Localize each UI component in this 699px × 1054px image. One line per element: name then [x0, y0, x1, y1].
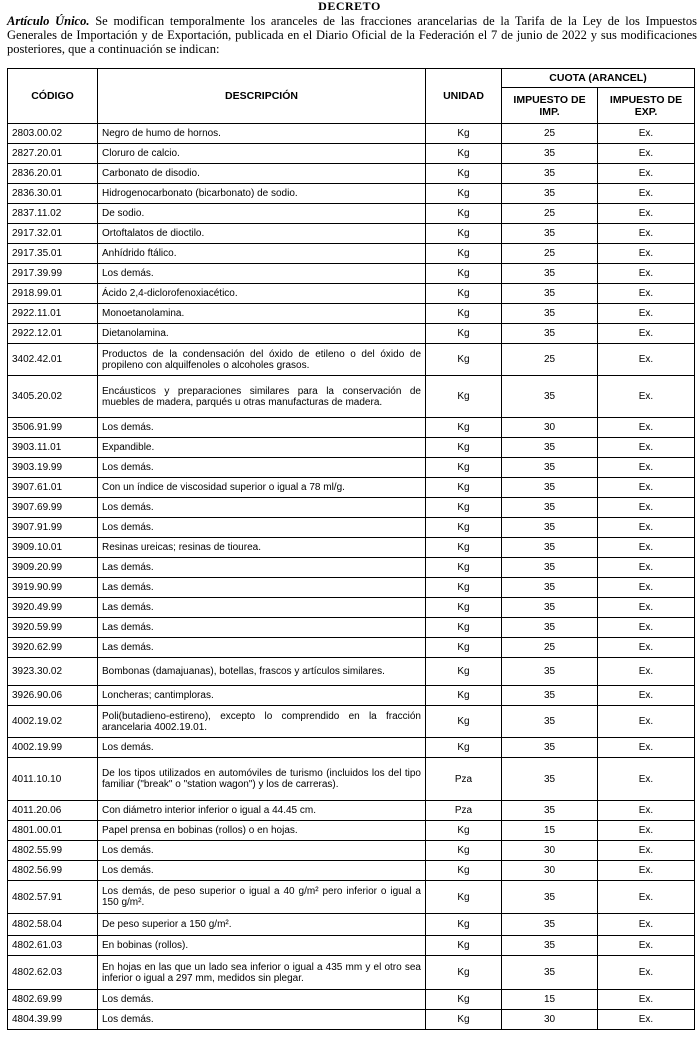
description-cell: Los demás.: [98, 738, 426, 758]
table-row: [8, 658, 695, 686]
description-cell: Cloruro de calcio.: [98, 144, 426, 164]
export-duty-cell: Ex.: [598, 376, 695, 418]
unit-cell: Kg: [426, 144, 502, 164]
unit-cell: Kg: [426, 558, 502, 578]
import-duty-cell: 30: [502, 841, 598, 861]
export-duty-cell: Ex.: [598, 758, 695, 801]
unit-cell: Kg: [426, 184, 502, 204]
unit-cell: Kg: [426, 821, 502, 841]
export-duty-cell: Ex.: [598, 821, 695, 841]
unit-cell: Kg: [426, 458, 502, 478]
import-duty-cell: 35: [502, 224, 598, 244]
table-row: [8, 758, 695, 801]
table-row: [8, 458, 695, 478]
header-impuesto-imp: IMPUESTO DE IMP.: [502, 88, 598, 124]
tariff-code-cell: 3920.49.99: [8, 598, 98, 618]
unit-cell: Kg: [426, 498, 502, 518]
tariff-code-cell: 2917.35.01: [8, 244, 98, 264]
description-cell: Dietanolamina.: [98, 324, 426, 344]
header-codigo: CÓDIGO: [8, 69, 98, 124]
table-row: [8, 578, 695, 598]
table-row: [8, 558, 695, 578]
description-cell: Ortoftalatos de dioctilo.: [98, 224, 426, 244]
import-duty-cell: 35: [502, 478, 598, 498]
table-row: [8, 861, 695, 881]
table-row: [8, 821, 695, 841]
table-row: [8, 144, 695, 164]
import-duty-cell: 35: [502, 801, 598, 821]
import-duty-cell: 25: [502, 124, 598, 144]
import-duty-cell: 35: [502, 881, 598, 914]
unit-cell: Kg: [426, 936, 502, 956]
unit-cell: Kg: [426, 686, 502, 706]
table-row: [8, 124, 695, 144]
header-cuota: CUOTA (ARANCEL): [502, 69, 695, 88]
unit-cell: Kg: [426, 658, 502, 686]
tariff-code-cell: 3402.42.01: [8, 344, 98, 376]
unit-cell: Kg: [426, 244, 502, 264]
tariff-code-cell: 2837.11.02: [8, 204, 98, 224]
description-cell: Bombonas (damajuanas), botellas, frascos y artículos similares.: [98, 658, 426, 686]
import-duty-cell: 35: [502, 618, 598, 638]
description-cell: Los demás.: [98, 1010, 426, 1030]
export-duty-cell: Ex.: [598, 686, 695, 706]
description-cell: Las demás.: [98, 598, 426, 618]
import-duty-cell: 15: [502, 990, 598, 1010]
description-cell: Los demás.: [98, 990, 426, 1010]
tariff-code-cell: 2803.00.02: [8, 124, 98, 144]
import-duty-cell: 35: [502, 738, 598, 758]
table-row: [8, 324, 695, 344]
unit-cell: Kg: [426, 638, 502, 658]
description-cell: Las demás.: [98, 578, 426, 598]
table-row: [8, 841, 695, 861]
description-cell: De los tipos utilizados en automóviles de turismo (incluidos los del tipo familiar ("break" o "station wagon") y los de carreras).: [98, 758, 426, 801]
import-duty-cell: 35: [502, 184, 598, 204]
unit-cell: Kg: [426, 264, 502, 284]
table-row: [8, 418, 695, 438]
table-row: [8, 164, 695, 184]
export-duty-cell: Ex.: [598, 738, 695, 758]
unit-cell: Kg: [426, 376, 502, 418]
table-row: [8, 881, 695, 914]
tariff-code-cell: 3923.30.02: [8, 658, 98, 686]
table-row: [8, 1010, 695, 1030]
unit-cell: Kg: [426, 578, 502, 598]
tariff-code-cell: 2827.20.01: [8, 144, 98, 164]
description-cell: Con un índice de viscosidad superior o igual a 78 ml/g.: [98, 478, 426, 498]
import-duty-cell: 35: [502, 706, 598, 738]
export-duty-cell: Ex.: [598, 706, 695, 738]
import-duty-cell: 35: [502, 324, 598, 344]
description-cell: Resinas ureicas; resinas de tiourea.: [98, 538, 426, 558]
import-duty-cell: 35: [502, 686, 598, 706]
table-row: [8, 204, 695, 224]
table-row: [8, 956, 695, 990]
import-duty-cell: 35: [502, 598, 598, 618]
description-cell: Loncheras; cantimploras.: [98, 686, 426, 706]
export-duty-cell: Ex.: [598, 956, 695, 990]
tariff-code-cell: 4801.00.01: [8, 821, 98, 841]
table-row: [8, 936, 695, 956]
tariff-code-cell: 4002.19.02: [8, 706, 98, 738]
export-duty-cell: Ex.: [598, 861, 695, 881]
description-cell: Las demás.: [98, 618, 426, 638]
table-row: [8, 990, 695, 1010]
import-duty-cell: 35: [502, 558, 598, 578]
intro-paragraph: [7, 14, 697, 56]
export-duty-cell: Ex.: [598, 284, 695, 304]
decree-title: DECRETO: [318, 0, 381, 13]
table-row: [8, 264, 695, 284]
import-duty-cell: 35: [502, 658, 598, 686]
unit-cell: Kg: [426, 706, 502, 738]
header-impuesto-exp: IMPUESTO DE EXP.: [598, 88, 695, 124]
tariff-code-cell: 2917.39.99: [8, 264, 98, 284]
description-cell: Ácido 2,4-diclorofenoxiacético.: [98, 284, 426, 304]
description-cell: En bobinas (rollos).: [98, 936, 426, 956]
table-row: [8, 598, 695, 618]
import-duty-cell: 35: [502, 264, 598, 284]
table-row: [8, 184, 695, 204]
table-row: [8, 638, 695, 658]
tariff-code-cell: 2836.30.01: [8, 184, 98, 204]
table-row: [8, 618, 695, 638]
tariff-code-cell: 4804.39.99: [8, 1010, 98, 1030]
unit-cell: Kg: [426, 418, 502, 438]
export-duty-cell: Ex.: [598, 184, 695, 204]
unit-cell: Kg: [426, 324, 502, 344]
tariff-code-cell: 4802.69.99: [8, 990, 98, 1010]
table-row: [8, 686, 695, 706]
import-duty-cell: 15: [502, 821, 598, 841]
import-duty-cell: 35: [502, 498, 598, 518]
unit-cell: Kg: [426, 304, 502, 324]
unit-cell: Kg: [426, 1010, 502, 1030]
unit-cell: Pza: [426, 801, 502, 821]
export-duty-cell: Ex.: [598, 244, 695, 264]
tariff-code-cell: 2918.99.01: [8, 284, 98, 304]
export-duty-cell: Ex.: [598, 598, 695, 618]
description-cell: Los demás.: [98, 498, 426, 518]
tariff-code-cell: 4802.58.04: [8, 914, 98, 936]
tariff-code-cell: 4011.10.10: [8, 758, 98, 801]
table-row: [8, 478, 695, 498]
unit-cell: Kg: [426, 841, 502, 861]
tariff-code-cell: 4802.57.91: [8, 881, 98, 914]
table-row: [8, 438, 695, 458]
import-duty-cell: 30: [502, 1010, 598, 1030]
import-duty-cell: 35: [502, 376, 598, 418]
export-duty-cell: Ex.: [598, 936, 695, 956]
tariff-code-cell: 2836.20.01: [8, 164, 98, 184]
article-label: Artículo Único.: [7, 14, 90, 28]
import-duty-cell: 30: [502, 418, 598, 438]
tariff-code-cell: 2922.11.01: [8, 304, 98, 324]
description-cell: Las demás.: [98, 558, 426, 578]
description-cell: En hojas en las que un lado sea inferior o igual a 435 mm y el otro sea inferior o igual a 297 mm, medidos sin plegar.: [98, 956, 426, 990]
import-duty-cell: 35: [502, 578, 598, 598]
description-cell: Negro de humo de hornos.: [98, 124, 426, 144]
description-cell: Monoetanolamina.: [98, 304, 426, 324]
table-row: [8, 244, 695, 264]
import-duty-cell: 35: [502, 438, 598, 458]
description-cell: Los demás.: [98, 861, 426, 881]
export-duty-cell: Ex.: [598, 438, 695, 458]
tariff-code-cell: 3926.90.06: [8, 686, 98, 706]
tariff-table: [7, 68, 695, 1030]
export-duty-cell: Ex.: [598, 124, 695, 144]
unit-cell: Kg: [426, 881, 502, 914]
import-duty-cell: 35: [502, 956, 598, 990]
export-duty-cell: Ex.: [598, 224, 695, 244]
table-row: [8, 801, 695, 821]
import-duty-cell: 35: [502, 304, 598, 324]
unit-cell: Kg: [426, 538, 502, 558]
export-duty-cell: Ex.: [598, 558, 695, 578]
description-cell: Papel prensa en bobinas (rollos) o en hojas.: [98, 821, 426, 841]
tariff-code-cell: 4002.19.99: [8, 738, 98, 758]
description-cell: Los demás.: [98, 458, 426, 478]
import-duty-cell: 35: [502, 758, 598, 801]
export-duty-cell: Ex.: [598, 344, 695, 376]
unit-cell: Kg: [426, 478, 502, 498]
tariff-code-cell: 2917.32.01: [8, 224, 98, 244]
description-cell: Los demás.: [98, 841, 426, 861]
unit-cell: Kg: [426, 204, 502, 224]
tariff-code-cell: 3920.62.99: [8, 638, 98, 658]
import-duty-cell: 35: [502, 936, 598, 956]
export-duty-cell: Ex.: [598, 418, 695, 438]
unit-cell: Kg: [426, 914, 502, 936]
export-duty-cell: Ex.: [598, 324, 695, 344]
article-text: Se modifican temporalmente los aranceles de las fracciones arancelarias de la Tarifa de la Ley de los Impuestos Generales de Importación y de Exportación, publicada en el Diario Oficial de la Federación el 7 de junio de 2022 y sus modificaciones posteriores, que a continuación se indican:: [7, 14, 698, 56]
export-duty-cell: Ex.: [598, 164, 695, 184]
export-duty-cell: Ex.: [598, 264, 695, 284]
export-duty-cell: Ex.: [598, 1010, 695, 1030]
description-cell: Poli(butadieno-estireno), excepto lo comprendido en la fracción arancelaria 4002.19.01.: [98, 706, 426, 738]
tariff-code-cell: 3920.59.99: [8, 618, 98, 638]
tariff-code-cell: 3903.19.99: [8, 458, 98, 478]
tariff-code-cell: 2922.12.01: [8, 324, 98, 344]
unit-cell: Kg: [426, 618, 502, 638]
export-duty-cell: Ex.: [598, 638, 695, 658]
table-row: [8, 344, 695, 376]
export-duty-cell: Ex.: [598, 144, 695, 164]
unit-cell: Kg: [426, 518, 502, 538]
import-duty-cell: 35: [502, 144, 598, 164]
description-cell: De sodio.: [98, 204, 426, 224]
table-body: [8, 124, 695, 1030]
table-row: [8, 284, 695, 304]
description-cell: Las demás.: [98, 638, 426, 658]
export-duty-cell: Ex.: [598, 658, 695, 686]
unit-cell: Kg: [426, 164, 502, 184]
tariff-code-cell: 3919.90.99: [8, 578, 98, 598]
tariff-code-cell: 3907.69.99: [8, 498, 98, 518]
import-duty-cell: 30: [502, 861, 598, 881]
tariff-code-cell: 4802.62.03: [8, 956, 98, 990]
unit-cell: Kg: [426, 956, 502, 990]
description-cell: Los demás.: [98, 418, 426, 438]
tariff-code-cell: 4802.55.99: [8, 841, 98, 861]
table-row: [8, 518, 695, 538]
description-cell: Encáusticos y preparaciones similares para la conservación de muebles de madera, parqués u otras manufacturas de madera.: [98, 376, 426, 418]
export-duty-cell: Ex.: [598, 990, 695, 1010]
tariff-code-cell: 3907.91.99: [8, 518, 98, 538]
tariff-code-cell: 3907.61.01: [8, 478, 98, 498]
table-row: [8, 538, 695, 558]
export-duty-cell: Ex.: [598, 498, 695, 518]
tariff-code-cell: 4802.56.99: [8, 861, 98, 881]
export-duty-cell: Ex.: [598, 841, 695, 861]
unit-cell: Kg: [426, 738, 502, 758]
description-cell: Los demás, de peso superior o igual a 40 g/m² pero inferior o igual a 150 g/m².: [98, 881, 426, 914]
description-cell: Productos de la condensación del óxido de etileno o del óxido de propileno con alquilfenoles o alcoholes grasos.: [98, 344, 426, 376]
tariff-code-cell: 3903.11.01: [8, 438, 98, 458]
table-row: [8, 914, 695, 936]
tariff-code-cell: 3909.20.99: [8, 558, 98, 578]
export-duty-cell: Ex.: [598, 914, 695, 936]
import-duty-cell: 25: [502, 204, 598, 224]
export-duty-cell: Ex.: [598, 578, 695, 598]
unit-cell: Kg: [426, 284, 502, 304]
description-cell: Carbonato de disodio.: [98, 164, 426, 184]
import-duty-cell: 25: [502, 638, 598, 658]
description-cell: Hidrogenocarbonato (bicarbonato) de sodio.: [98, 184, 426, 204]
export-duty-cell: Ex.: [598, 304, 695, 324]
unit-cell: Pza: [426, 758, 502, 801]
export-duty-cell: Ex.: [598, 618, 695, 638]
tariff-code-cell: 4011.20.06: [8, 801, 98, 821]
unit-cell: Kg: [426, 344, 502, 376]
table-row: [8, 376, 695, 418]
unit-cell: Kg: [426, 861, 502, 881]
unit-cell: Kg: [426, 224, 502, 244]
tariff-code-cell: 4802.61.03: [8, 936, 98, 956]
unit-cell: Kg: [426, 124, 502, 144]
table-row: [8, 498, 695, 518]
export-duty-cell: Ex.: [598, 801, 695, 821]
description-cell: De peso superior a 150 g/m².: [98, 914, 426, 936]
import-duty-cell: 35: [502, 458, 598, 478]
description-cell: Los demás.: [98, 264, 426, 284]
tariff-code-cell: 3405.20.02: [8, 376, 98, 418]
import-duty-cell: 35: [502, 284, 598, 304]
export-duty-cell: Ex.: [598, 538, 695, 558]
description-cell: Los demás.: [98, 518, 426, 538]
export-duty-cell: Ex.: [598, 204, 695, 224]
table-row: [8, 738, 695, 758]
tariff-code-cell: 3506.91.99: [8, 418, 98, 438]
export-duty-cell: Ex.: [598, 518, 695, 538]
export-duty-cell: Ex.: [598, 478, 695, 498]
header-unidad: UNIDAD: [426, 69, 502, 124]
unit-cell: Kg: [426, 990, 502, 1010]
table-row: [8, 304, 695, 324]
description-cell: Anhídrido ftálico.: [98, 244, 426, 264]
table-row: [8, 706, 695, 738]
import-duty-cell: 35: [502, 538, 598, 558]
export-duty-cell: Ex.: [598, 881, 695, 914]
header-descripcion: DESCRIPCIÓN: [98, 69, 426, 124]
export-duty-cell: Ex.: [598, 458, 695, 478]
description-cell: Expandible.: [98, 438, 426, 458]
import-duty-cell: 35: [502, 164, 598, 184]
description-cell: Con diámetro interior inferior o igual a 44.45 cm.: [98, 801, 426, 821]
table-row: [8, 224, 695, 244]
import-duty-cell: 25: [502, 344, 598, 376]
unit-cell: Kg: [426, 598, 502, 618]
tariff-code-cell: 3909.10.01: [8, 538, 98, 558]
import-duty-cell: 35: [502, 518, 598, 538]
import-duty-cell: 35: [502, 914, 598, 936]
import-duty-cell: 25: [502, 244, 598, 264]
unit-cell: Kg: [426, 438, 502, 458]
